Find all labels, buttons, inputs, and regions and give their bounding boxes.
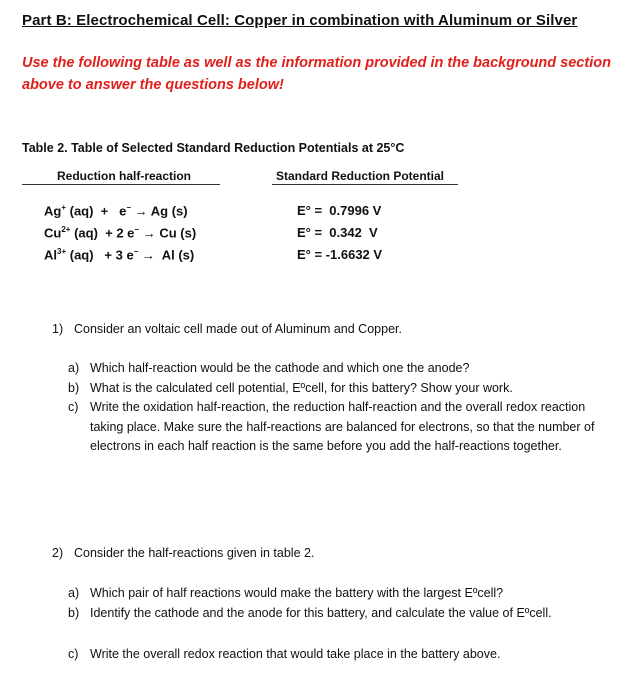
reaction-middle: (aq) + e: [66, 203, 127, 219]
reaction-row-silver: [44, 203, 188, 218]
part-text: Which half-reaction would be the cathode and which one the anode?: [90, 361, 470, 375]
part-text: Write the oxidation half-reaction, the reduction half-reaction and the overall redox reaction taking place. Make sure the half-reactions are balanced for electrons, so that the number of electrons in each half reaction is the same before you add the half-reactions together.: [90, 400, 595, 453]
ion-charge: 2+: [61, 225, 71, 234]
potential-silver: E° = 0.7996 V: [297, 203, 382, 218]
reaction-row-copper: [44, 225, 196, 240]
ion-charge: 3+: [57, 247, 67, 256]
question-1: [52, 320, 402, 339]
electron-charge: −: [133, 247, 139, 256]
element-symbol: Ag: [44, 203, 62, 219]
reaction-product: → Ag (s): [131, 203, 188, 219]
reaction-product: → Cu (s): [139, 225, 197, 241]
question-number: 1): [52, 322, 64, 336]
question-text: Consider the half-reactions given in table 2.: [74, 546, 315, 560]
potential-aluminum: E° = -1.6632 V: [297, 247, 383, 262]
question-text: Consider an voltaic cell made out of Aluminum and Copper.: [74, 322, 402, 336]
column-header-potential: Standard Reduction Potential: [276, 169, 445, 183]
part-letter: b): [68, 381, 80, 395]
section-heading: Part B: Electrochemical Cell: Copper in combination with Aluminum or Silver: [22, 12, 578, 29]
part-text: What is the calculated cell potential, Eºcell, for this battery? Show your work.: [90, 381, 513, 395]
electron-charge: −: [126, 203, 132, 212]
part-text: Write the overall redox reaction that would take place in the battery above.: [90, 647, 501, 661]
part-letter: b): [68, 606, 80, 620]
part-text: Identify the cathode and the anode for this battery, and calculate the value of Eºcell.: [90, 606, 552, 620]
reaction-middle: (aq) + 2 e: [70, 225, 135, 241]
header-underline-potential: [272, 184, 458, 185]
element-symbol: Cu: [44, 225, 62, 241]
element-symbol: Al: [44, 247, 57, 263]
instructions: Use the following table as well as the information provided in the background section above to answer the questions below!: [22, 55, 611, 93]
header-underline-reaction: [22, 184, 220, 185]
table-title: Table 2. Table of Selected Standard Reduction Potentials at 25°C: [22, 141, 405, 155]
electron-charge: −: [134, 225, 140, 234]
reaction-row-aluminum: [44, 247, 194, 262]
part-letter: c): [68, 400, 79, 414]
column-header-reaction: Reduction half-reaction: [57, 169, 192, 183]
part-letter: c): [68, 647, 79, 661]
potential-copper: E° = 0.342 V: [297, 225, 378, 240]
reaction-product: → Al (s): [138, 247, 195, 263]
ion-charge: +: [61, 203, 67, 212]
question-number: 2): [52, 546, 64, 560]
question-2: [52, 544, 314, 563]
part-letter: a): [68, 361, 80, 375]
part-text: Which pair of half reactions would make the battery with the largest Eºcell?: [90, 586, 504, 600]
reaction-middle: (aq) + 3 e: [66, 247, 134, 263]
part-letter: a): [68, 586, 80, 600]
